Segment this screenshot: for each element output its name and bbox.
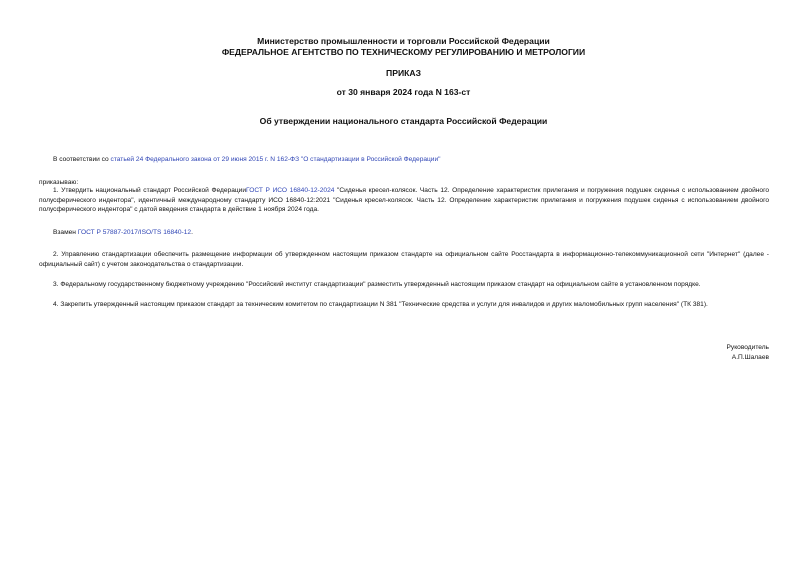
- item-1-paragraph: [39, 186, 769, 215]
- preamble-paragraph: [39, 155, 769, 165]
- item-1-rest: "Сиденья кресел-колясок. Часть 12. Определение характеристик прилегания и погружения подушек сиденья с использованием двойного полусферического индентора", идентичный международному стандарту ИСО 16840-12:2021 "Сиденья кресел-колясок. Часть 12. Определение характеристик прилегания и погружения подушек сиденья с использованием двойного полусферического индентора" с датой введения стандарта в действие 1 ноября 2024 года.: [39, 187, 769, 214]
- agency-name: ФЕДЕРАЛЬНОЕ АГЕНТСТВО ПО ТЕХНИЧЕСКОМУ РЕГУЛИРОВАНИЮ И МЕТРОЛОГИИ: [221, 46, 586, 57]
- signature-block: [727, 343, 769, 362]
- item-4-paragraph: 4. Закрепить утвержденный настоящим приказом стандарт за техническим комитетом по стандартизации N 381 "Технические средства и услуги для инвалидов и других маломобильных групп населения" (ТК 381).: [53, 301, 708, 308]
- ministry-name: Министерство промышленности и торговли Российской Федерации: [257, 36, 550, 46]
- signer-role: Руководитель: [726, 344, 769, 351]
- item-3-paragraph: 3. Федеральному государственному бюджетному учреждению "Российский институт стандартизации" разместить утвержденный настоящим приказом стандарт на официальном сайте в установленном порядке.: [53, 281, 701, 288]
- replace-paragraph: [39, 228, 769, 238]
- signer-name: А.П.Шалаев: [731, 353, 769, 361]
- document-type: ПРИКАЗ: [386, 68, 421, 78]
- replace-end: .: [191, 229, 193, 236]
- orders-word: приказываю:: [39, 179, 79, 186]
- item-2-paragraph: 2. Управлению стандартизации обеспечить размещение информации об утвержденном настоящим приказом стандарте на официальном сайте Росстандарта в информационно-телекоммуникационной сети "Интернет" (далее - официальный сайт) с учетом законодательства о стандартизации.: [39, 251, 769, 268]
- order-subject: Об утверждении национального стандарта Российской Федерации: [259, 116, 548, 126]
- header-block: [0, 36, 807, 57]
- law-link[interactable]: статьей 24 Федерального закона от 29 июня 2015 г. N 162-ФЗ "О стандартизации в Российской Федерации": [110, 156, 441, 163]
- order-date-number: от 30 января 2024 года N 163-ст: [336, 87, 471, 97]
- gost-iso-link[interactable]: ГОСТ Р ИСО 16840-12-2024: [246, 187, 335, 194]
- preamble-text: В соответствии со: [53, 156, 111, 163]
- replace-text: Взамен: [53, 229, 78, 236]
- old-gost-link[interactable]: ГОСТ Р 57887-2017/ISO/TS 16840-12: [77, 229, 192, 236]
- item-1-text: 1. Утвердить национальный стандарт Российской Федерации: [53, 187, 247, 194]
